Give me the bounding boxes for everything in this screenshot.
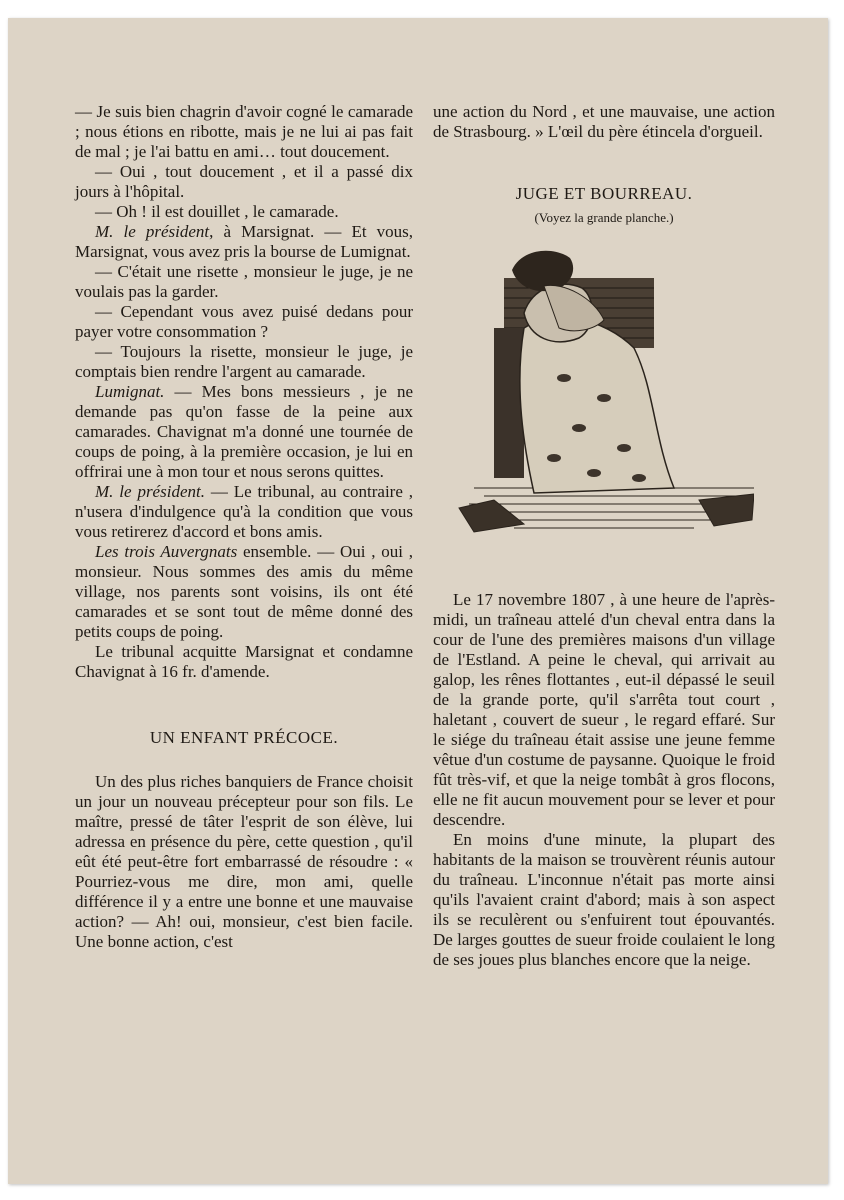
dialogue-line: — Toujours la risette, monsieur le juge, je comptais bien rendre l'argent au camarade.: [75, 342, 413, 381]
dialogue-line: M. le président, à Marsignat. — Et vous, Marsignat, vous avez pris la bourse de Lumignat.: [75, 222, 413, 261]
dialogue-line: Le tribunal acquitte Marsignat et condamne Chavignat à 16 fr. d'amende.: [75, 642, 413, 681]
dialogue-line: — Cependant vous avez puisé dedans pour payer votre consommation ?: [75, 302, 413, 341]
dialogue-line: — Oh ! il est douillet , le camarade.: [95, 202, 339, 221]
section-heading-enfant-precoce: UN ENFANT PRÉCOCE.: [149, 728, 339, 747]
story-paragraph: En moins d'une minute, la plupart des habitants de la maison se trouvèrent réunis autour du traîneau. L'inconnue n'était pas morte ainsi qu'ils l'avaient craint d'abord; mais à son aspect ils se reculèrent ou s'enfuirent tout épouvantés. De larges gouttes de sueur froide coulaient le long de ses joues plus blanches encore que la neige.: [433, 830, 775, 969]
story-paragraph: Un des plus riches banquiers de France choisit un jour un nouveau précepteur pour son fils. Le maître, pressé de tâter l'esprit de son élève, lui adressa en présence du père, cette question , qu'il eût été peut-être fort embarrassé de résoudre : « Pourriez-vous me dire, mon ami, quelle différence il y a entre une bonne et une mauvaise action? — Ah! oui, monsieur, c'est bien facile. Une bonne action, c'est: [75, 772, 413, 951]
speaker-name: M. le président.: [95, 482, 205, 501]
dialogue-line: Lumignat. — Mes bons messieurs , je ne demande pas qu'on fasse de la peine aux camarades. Chavignat m'a donné une tournée de coups de poing, à la première occasion, je lui en offrirai une à mon tour et nous serons quittes.: [75, 382, 413, 481]
ground-shading: [459, 488, 754, 532]
speaker-name: Les trois Auvergnats: [95, 542, 238, 561]
right-column: [433, 102, 775, 970]
dialogue-line: M. le président. — Le tribunal, au contraire , n'usera d'indulgence qu'à la condition que vous vous retirerez d'accord et bons amis.: [75, 482, 413, 541]
speaker-name: Lumignat.: [95, 382, 165, 401]
speaker-name: M. le président: [95, 222, 210, 241]
section-subheading: (Voyez la grande planche.): [534, 210, 674, 225]
left-column: [75, 102, 413, 952]
dialogue-line: — C'était une risette , monsieur le juge, je ne voulais pas la garder.: [75, 262, 413, 301]
dialogue-line: Les trois Auvergnats ensemble. — Oui , oui , monsieur. Nous sommes des amis du même village, nos parents sont voisins, ils ont été camarades et se sont tout de même donné des petits coups de poing.: [75, 542, 414, 641]
woman-on-sledge-engraving: [454, 238, 754, 538]
section-heading-juge-et-bourreau: JUGE ET BOURREAU.: [515, 184, 693, 203]
continuation-paragraph: une action du Nord , et une mauvaise, une action de Strasbourg. » L'œil du père étincela d'orgueil.: [433, 102, 775, 141]
dialogue-line: — Oui , tout doucement , et il a passé dix jours à l'hôpital.: [75, 162, 413, 201]
dialogue-line: — Je suis bien chagrin d'avoir cogné le camarade ; nous étions en ribotte, mais je ne lui ai pas fait de mal ; je l'ai battu en ami… tout doucement.: [75, 102, 413, 161]
story-paragraph: Le 17 novembre 1807 , à une heure de l'après-midi, un traîneau attelé d'un cheval entra dans la cour de l'une des premières maisons d'un village de l'Estland. A peine le cheval, qui arrivait au galop, les rênes flottantes , eut-il dépassé le seuil de la grande porte, qu'il s'arrêta tout court , haletant , couvert de sueur , le regard effaré. Sur le siége du traîneau était assise une jeune femme vêtue d'un costume de paysanne. Quoique le froid fût très-vif, et que la neige tombât à gros flocons, elle ne fit aucun mouvement pour se lever et pour descendre.: [433, 590, 775, 829]
